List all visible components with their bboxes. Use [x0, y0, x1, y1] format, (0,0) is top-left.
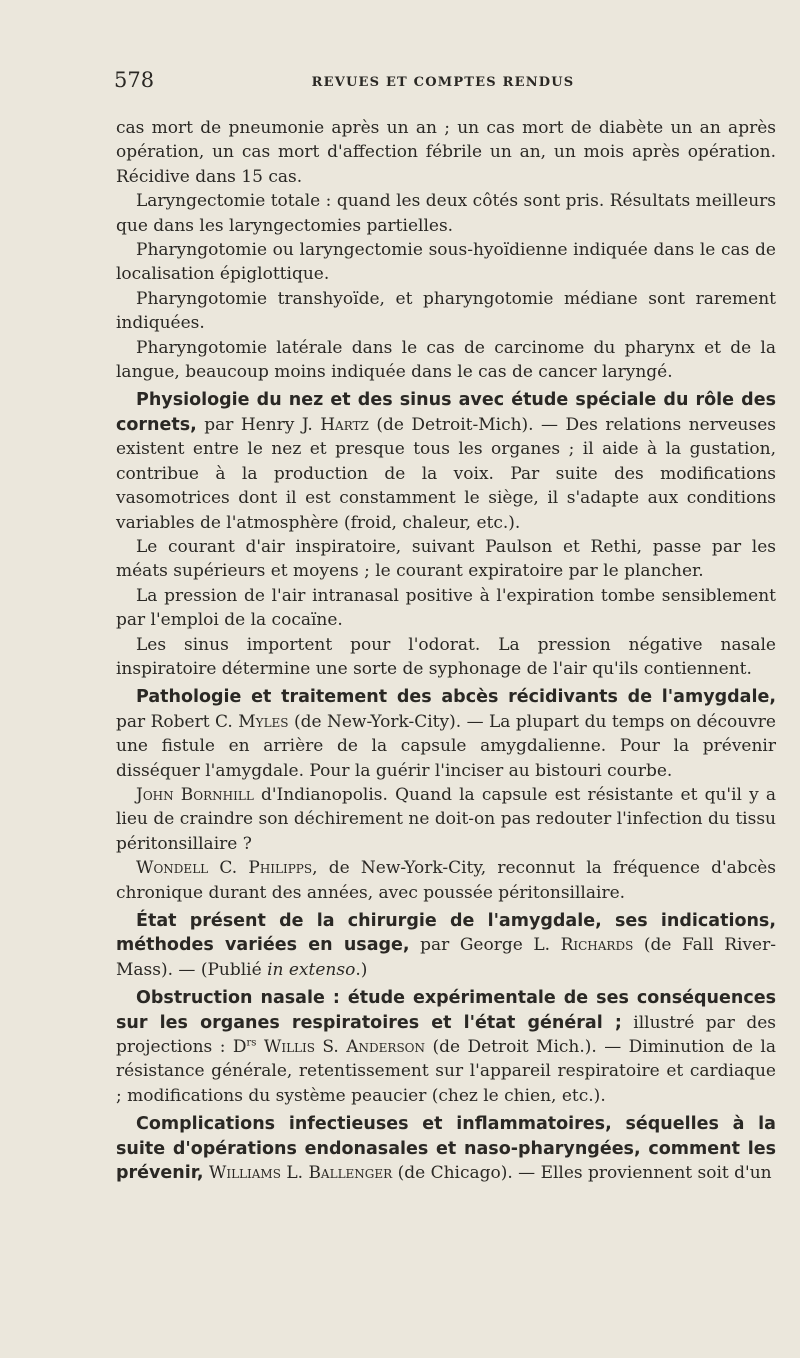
page-body	[116, 116, 776, 1185]
page-number: 578	[114, 68, 155, 92]
author-name: John Bornhill	[136, 784, 254, 805]
section-pathologie	[116, 685, 776, 783]
paragraph: cas mort de pneumonie après un an ; un cas mort de diabète un an après opération, un cas mort d'affection fébrile un an, un mois après opération. Récidive dans 15 cas.	[116, 118, 776, 187]
paragraph: Pharyngotomie transhyoïde, et pharyngotomie médiane sont rarement indiquées.	[116, 288, 776, 334]
author-name: Willis S. Anderson	[256, 1037, 426, 1058]
paragraph: Laryngectomie totale : quand les deux côtés sont pris. Résultats meilleurs que dans les laryngectomies partielles.	[116, 191, 776, 236]
section-etat-present	[116, 909, 776, 982]
author-name: Wondell C. Philipps	[136, 858, 313, 879]
paragraph: Le courant d'air inspiratoire, suivant Paulson et Rethi, passe par les méats supérieurs et moyens ; le courant expiratoire par le plancher.	[116, 536, 776, 582]
paragraph-text: d'Indianopolis. Quand la capsule est résistante et qu'il y a lieu de craindre son déchirement ne doit-on pas redouter l'infection du tissu péritonsillaire ?	[116, 784, 777, 854]
byline: illustré par des projections : D	[116, 1012, 776, 1058]
italic-text: in extenso	[267, 959, 356, 980]
section-text: (de New-York-City). — La plupart du temps on découvre une fistule en arrière de la capsule amygdalienne. Pour la prévenir disséquer l'amygdale. Pour la guérir l'inciser au bistouri courbe.	[116, 711, 776, 781]
section-text: (de Chicago). — Elles proviennent soit d'un	[392, 1163, 772, 1184]
author-name: Williams L. Ballenger	[203, 1163, 393, 1184]
section-text-end: .)	[355, 959, 368, 980]
running-title: REVUES ET COMPTES RENDUS	[311, 75, 575, 90]
paragraph: Les sinus importent pour l'odorat. La pression négative nasale inspiratoire détermine une sorte de syphonage de l'air qu'ils contiennent.	[116, 634, 776, 679]
author-name: Myles	[238, 711, 289, 732]
author-name: Richards	[560, 935, 634, 956]
paragraph	[116, 856, 776, 905]
paragraph	[116, 783, 776, 856]
paragraph: Pharyngotomie ou laryngectomie sous-hyoïdienne indiquée dans le cas de localisation épiglottique.	[116, 240, 776, 285]
paragraph: La pression de l'air intranasal positive à l'expiration tombe sensiblement par l'emploi de la cocaïne.	[116, 585, 776, 631]
paragraph: Pharyngotomie latérale dans le cas de carcinome du pharynx et de la langue, beaucoup moins indiquée dans le cas de cancer laryngé.	[116, 337, 776, 383]
author-name: Hartz	[320, 414, 369, 435]
section-complications	[116, 1112, 776, 1185]
section-physiologie	[116, 388, 776, 534]
section-title: État présent de la chirurgie de l'amygdale, ses indications, méthodes variées en usage,	[116, 911, 776, 956]
section-title: Obstruction nasale : étude expérimentale de ses conséquences sur les organes respiratoires et l'état général ;	[116, 988, 776, 1033]
page-header	[112, 68, 774, 98]
section-title: Physiologie du nez et des sinus avec étude spéciale du rôle des cornets,	[116, 390, 776, 435]
section-text: (de Detroit-Mich). — Des relations nerveuses existent entre le nez et presque tous les organes ; il aide à la gustation, contribue à la production de la voix. Par suite des modifications vasomotrices dont il est constamment le siège, il s'adapte aux conditions variables de l'atmosphère (froid, chaleur, etc.).	[116, 414, 776, 533]
byline: par Robert C.	[116, 711, 239, 732]
section-title: Pathologie et traitement des abcès récidivants de l'amygdale,	[136, 687, 776, 708]
section-obstruction	[116, 986, 776, 1108]
paragraph-text: , de New-York-City, reconnut la fréquence d'abcès chronique durant des années, avec poussée péritonsillaire.	[116, 858, 777, 903]
section-text: (de Detroit Mich.). — Diminution de la résistance générale, retentissement sur l'appareil respiratoire et cardiaque ; modifications du système peaucier (chez le chien, etc.).	[116, 1037, 777, 1106]
byline: par Henry J.	[196, 414, 321, 435]
section-text: (de Fall River-Mass). — (Publié	[116, 935, 776, 980]
byline: par George L.	[409, 935, 561, 956]
superscript: rs	[246, 1037, 257, 1049]
section-title: Complications infectieuses et inflammatoires, séquelles à la suite d'opérations endonasales et naso-pharyngées, comment les prévenir,	[116, 1114, 776, 1184]
